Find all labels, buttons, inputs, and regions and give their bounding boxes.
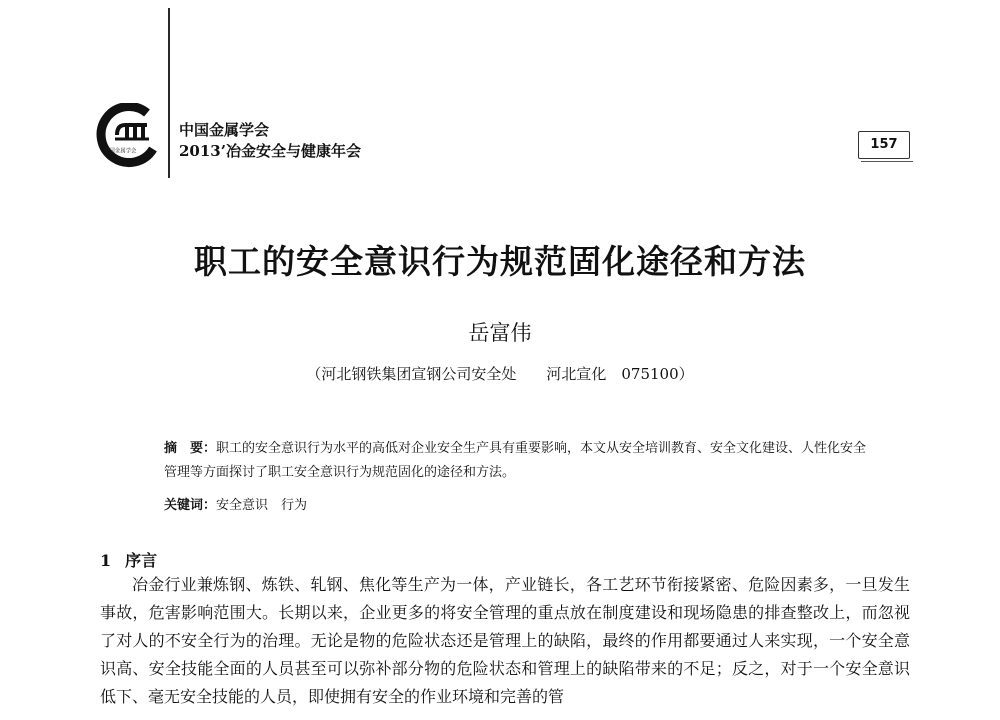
section-title: 序言 xyxy=(125,551,158,570)
page-number: 157 xyxy=(858,131,910,159)
society-logo-icon xyxy=(95,103,163,171)
author-affiliation: （河北钢铁集团宣钢公司安全处 河北宣化 075100） xyxy=(306,365,694,383)
abstract-label: 摘 要： xyxy=(164,441,217,456)
paper-author: 岳富伟 xyxy=(468,321,532,345)
header-divider-line xyxy=(168,8,170,178)
org-name: 中国金属学会 xyxy=(179,121,270,139)
abstract-text: 职工的安全意识行为水平的高低对企业安全生产具有重要影响，本文从安全培训教育、安全文化建设、人性化安全管理等方面探讨了职工安全意识行为规范固化的途径和方法。 xyxy=(164,441,867,480)
abstract-block xyxy=(137,437,877,485)
body-text-block xyxy=(100,571,910,711)
section-number: 1 xyxy=(100,551,112,570)
body-paragraph: 冶金行业兼炼钢、炼铁、轧钢、焦化等生产为一体，产业链长，各工艺环节衔接紧密、危险因素多，一旦发生事故，危害影响范围大。长期以来，企业更多的将安全管理的重点放在制度建设和现场隐患的排查整改上，而忽视了对人的不安全行为的治理。无论是物的危险状态还是管理上的缺陷，最终的作用都要通过人来实现，一个安全意识高、安全技能全面的人员甚至可以弥补部分物的危险状态和管理上的缺陷带来的不足；反之，对于一个安全意识低下、毫无安全技能的人员，即使拥有安全的作业环境和完善的管 xyxy=(100,575,910,706)
logo-caption: 中国金属学会 xyxy=(104,147,137,155)
keywords-line xyxy=(164,494,307,513)
conference-info xyxy=(179,120,361,162)
keywords-label: 关键词： xyxy=(164,498,217,513)
keywords-text: 安全意识 行为 xyxy=(216,498,308,513)
section-heading xyxy=(100,548,157,571)
conference-name: 2013’冶金安全与健康年会 xyxy=(179,142,361,160)
paper-title: 职工的安全意识行为规范固化途径和方法 xyxy=(194,242,806,281)
